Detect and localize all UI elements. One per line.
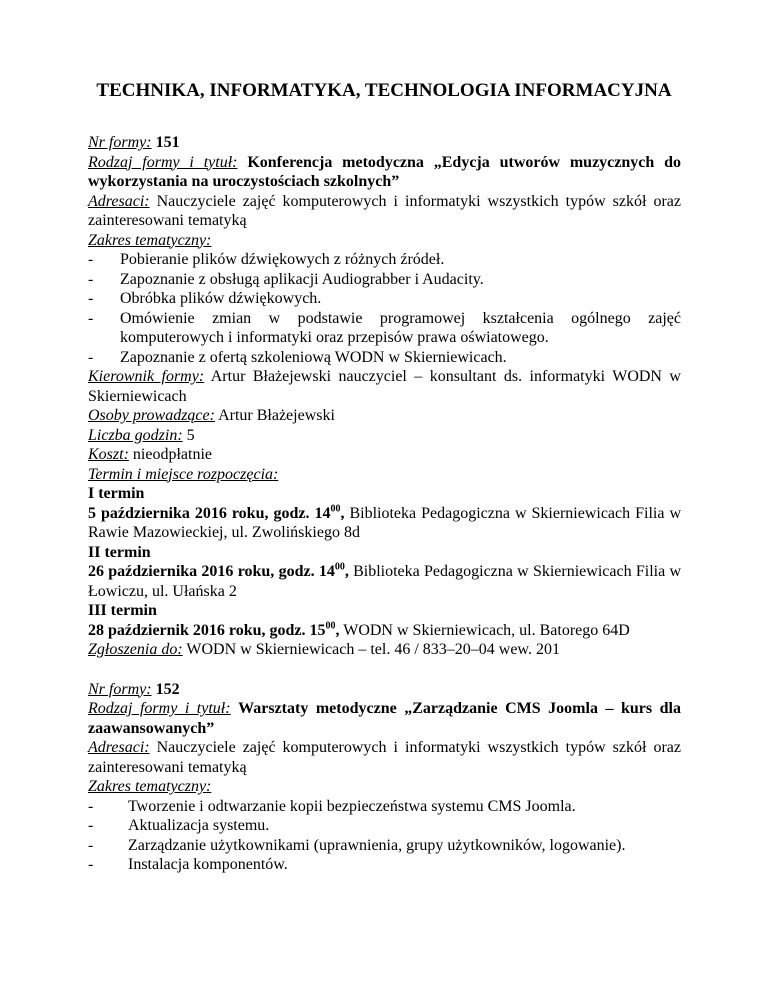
term-1-details: 5 października 2016 roku, godz. $14^{00}$, Biblioteka Pedagogiczna w Skierniewicach Filia w Rawie Mazowieckiej, ul. Zwolińskiego 8d [88,503,682,541]
list-item: - Obróbka plików dźwiękowych. [88,290,322,307]
form-151-zgloszenia [88,640,681,660]
term-2-details: 26 października 2016 roku, godz. $14^{00}$, Biblioteka Pedagogiczna w Skierniewicach Filia w Łowiczu, ul. Ułańska 2 [88,561,681,600]
nr-label: Nr formy: [88,134,152,151]
form-151-adresaci [88,192,681,231]
form-151-osoby [88,406,681,426]
zgloszenia-value: WODN w Skierniewicach – tel. 46 / 833–20–04 wew. 201 [186,641,560,658]
term-2-minutes: 00 [334,561,345,573]
form-152-adresaci [88,738,681,777]
list-item: - Zarządzanie użytkownikami (uprawnienia, grupy użytkowników, logowanie). [88,836,626,854]
form-151-kierownik [88,367,681,406]
term-3-date: 28 październik 2016 roku, godz. 15 [88,621,326,639]
kierownik-value: Artur Błażejewski nauczyciel – konsultant ds. informatyki WODN w Skierniewicach [88,368,681,405]
nr-value: 152 [155,680,180,698]
section-spacer [88,660,681,680]
term-1-date: 5 października 2016 roku, godz. 14 [88,504,331,522]
term-2-name: II termin [88,543,151,561]
form-152-title [88,699,681,738]
form-152-number [88,680,681,700]
term-1-name: I termin [88,485,145,502]
term-2-place: Biblioteka Pedagogiczna w Skierniewicach Filia w Łowiczu, ul. Ułańska 2 [88,563,681,600]
nr-label: Nr formy: [88,680,152,698]
term-1-place: Biblioteka Pedagogiczna w Skierniewicach Filia w Rawie Mazowieckiej, ul. Zwolińskiego 8d [88,504,682,541]
adresaci-label: Adresaci: [88,192,150,210]
liczba-value: 5 [186,426,195,444]
term-1-minutes: 00 [330,503,341,515]
liczba-label: Liczba godzin: [88,426,183,444]
page-title: TECHNIKA, INFORMATYKA, TECHNOLOGIA INFORMACYJNA [96,80,672,101]
rodzaj-value: Warsztaty metodyczne „Zarządzanie CMS Joomla – kurs dla zaawansowanych” [88,700,681,737]
list-item: - Omówienie zmian w podstawie programowej kształcenia ogólnego zajęć komputerowych i informatyki oraz przepisów prawa oświatowego. [88,309,681,346]
term-3-details: 28 październik 2016 roku, godz. $15^{00}$, WODN w Skierniewicach, ul. Batorego 64D [88,620,630,639]
osoby-label: Osoby prowadzące: [88,407,215,424]
term-3-minutes: 00 [325,620,336,632]
term-3-name: III termin [88,602,157,619]
osoby-value: Artur Błażejewski [218,407,335,424]
list-item: - Zapoznanie z ofertą szkoleniową WODN w Skierniewicach. [88,348,507,366]
term-3-place: WODN w Skierniewicach, ul. Batorego 64D [343,621,630,639]
rodzaj-label: Rodzaj formy i tytuł: [88,153,238,171]
rodzaj-label: Rodzaj formy i tytuł: [88,700,231,717]
rodzaj-value: Konferencja metodyczna „Edycja utworów muzycznych do wykorzystania na uroczystościach szkolnych” [88,153,682,190]
zakres-label: Zakres tematyczny: [88,778,212,795]
nr-value: 151 [155,134,180,151]
form-151-liczba [88,426,681,446]
document-body [88,133,681,875]
koszt-value: nieodpłatnie [132,446,212,463]
list-item: - Aktualizacja systemu. [88,817,270,834]
adresaci-value: Nauczyciele zajęć komputerowych i informatyki wszystkich typów szkół oraz zainteresowani tematyką [88,192,681,229]
kierownik-label: Kierownik formy: [88,368,205,385]
termin-label: Termin i miejsce rozpoczęcia: [88,465,279,483]
list-item: - Instalacja komponentów. [88,856,288,873]
term-2-date: 26 października 2016 roku, godz. 14 [88,563,335,580]
form-152-topics [88,797,681,875]
form-151-koszt [88,445,681,465]
list-item: - Tworzenie i odtwarzanie kopii bezpieczeństwa systemu CMS Joomla. [88,797,576,815]
form-151-number [88,133,681,153]
zakres-label: Zakres tematyczny: [88,231,212,249]
form-151-title [88,153,681,192]
list-item: - Zapoznanie z obsługą aplikacji Audiograbber i Audacity. [88,270,484,288]
koszt-label: Koszt: [88,446,129,463]
form-151-topics [88,250,681,367]
list-item: - Pobieranie plików dźwiękowych z różnych źródeł. [88,251,445,268]
adresaci-label: Adresaci: [88,739,150,756]
adresaci-value: Nauczyciele zajęć komputerowych i informatyki wszystkich typów szkół oraz zainteresowani tematyką [88,739,681,776]
zgloszenia-label: Zgłoszenia do: [88,641,183,658]
